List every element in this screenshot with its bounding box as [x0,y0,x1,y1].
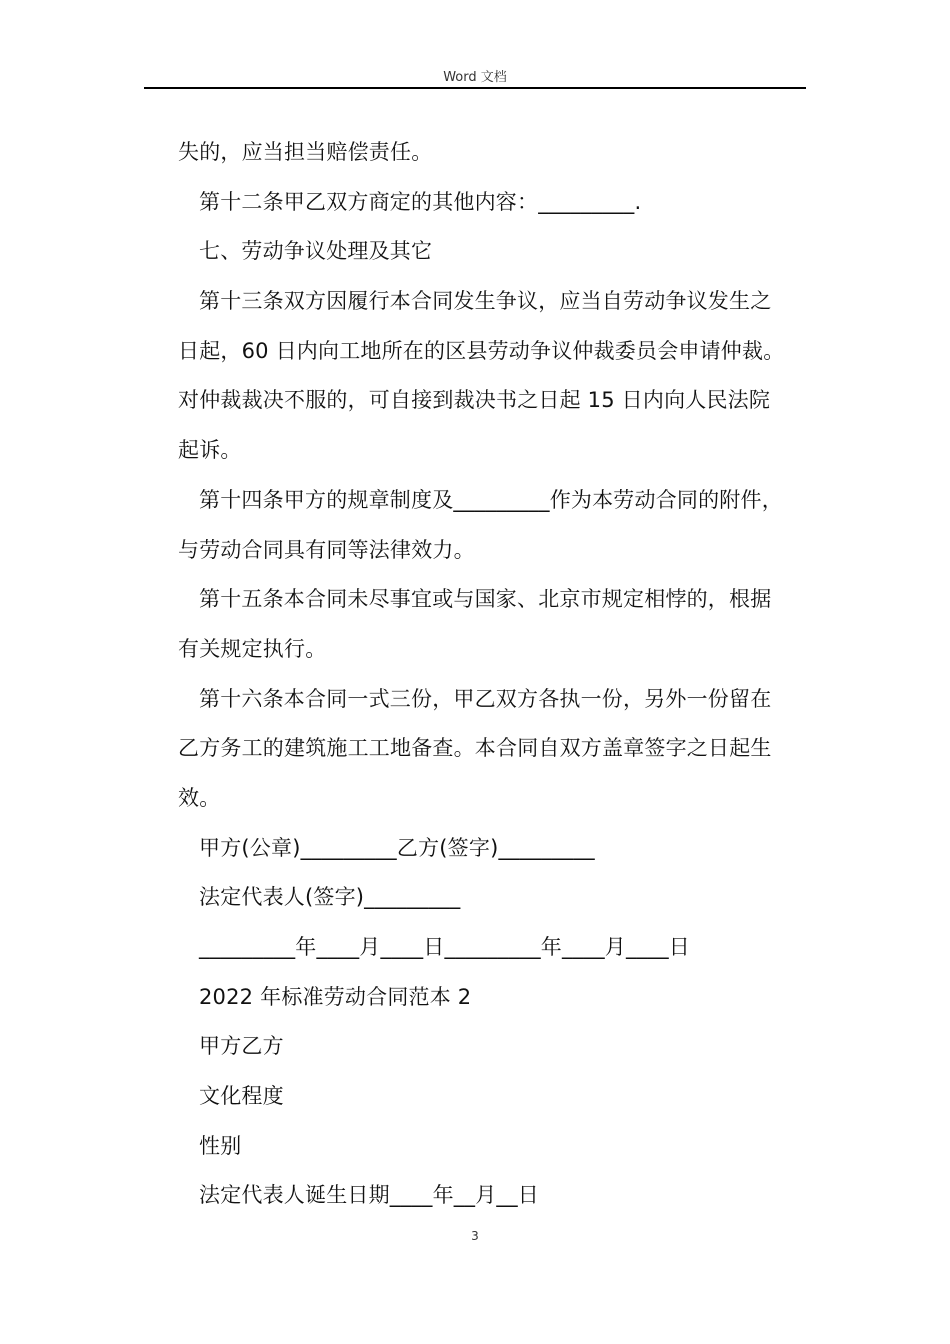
text-line: 性别 [199,1133,242,1158]
text-line: 第十三条双方因履行本合同发生争议，应当自劳动争议发生之 [199,289,772,314]
text-line: 第十六条本合同一式三份，甲乙双方各执一份，另外一份留在 [199,686,772,711]
text-line: 有关规定执行。 [178,636,327,661]
signature-line: 法定代表人(签字)_________ [199,885,461,910]
text-line: 起诉。 [178,438,242,463]
text-line: 甲方乙方 [199,1034,284,1059]
text-line: 第十五条本合同未尽事宜或与国家、北京市规定相悖的，根据 [199,587,772,612]
document-header-title: Word 文档 [443,70,507,85]
text-line: 第十二条甲乙双方商定的其他内容：_________. [199,189,642,214]
text-line: 第十四条甲方的规章制度及_________作为本劳动合同的附件， [199,487,783,512]
text-line: 文化程度 [199,1084,284,1109]
text-line: 乙方务工的建筑施工工地备查。本合同自双方盖章签字之日起生 [178,736,772,761]
header-divider [144,87,806,89]
text-line: 效。 [178,785,221,810]
text-line: 法定代表人诞生日期____年__月__日 [199,1183,539,1208]
text-line: 对仲裁裁决不服的，可自接到裁决书之日起 15 日内向人民法院 [178,388,771,413]
signature-line: 甲方(公章)_________乙方(签字)_________ [199,835,595,860]
text-line: 失的，应当担当赔偿责任。 [178,140,433,164]
section-heading: 七、劳动争议处理及其它 [199,239,433,264]
text-line: 与劳动合同具有同等法律效力。 [178,537,475,562]
page-number: 3 [471,1229,479,1243]
date-line: _________年____月____日_________年____月____日 [199,935,690,959]
text-line: 日起，60 日内向工地所在的区县劳动争议仲裁委员会申请仲裁。 [178,338,785,363]
section-title: 2022 年标准劳动合同范本 2 [199,984,472,1009]
document-body [178,128,808,1221]
